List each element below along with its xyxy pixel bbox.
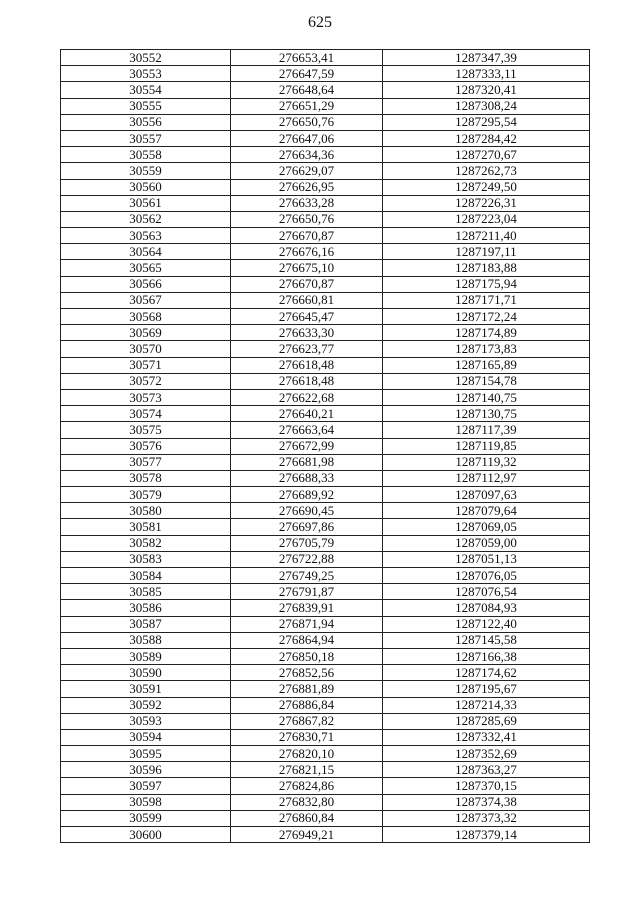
point-number-cell: 30591 xyxy=(61,681,231,697)
y-coordinate-cell: 1287119,85 xyxy=(383,438,590,454)
point-number-cell: 30587 xyxy=(61,616,231,632)
table-row xyxy=(61,114,590,130)
table-row xyxy=(61,341,590,357)
x-coordinate-cell: 276629,07 xyxy=(231,163,383,179)
x-coordinate-cell: 276645,47 xyxy=(231,309,383,325)
point-number-cell: 30577 xyxy=(61,454,231,470)
table-row xyxy=(61,163,590,179)
table-row xyxy=(61,648,590,664)
point-number-cell: 30570 xyxy=(61,341,231,357)
point-number-cell: 30576 xyxy=(61,438,231,454)
point-number-cell: 30598 xyxy=(61,794,231,810)
table-row xyxy=(61,632,590,648)
x-coordinate-cell: 276824,86 xyxy=(231,778,383,794)
x-coordinate-cell: 276850,18 xyxy=(231,648,383,664)
x-coordinate-cell: 276650,76 xyxy=(231,114,383,130)
table-row xyxy=(61,665,590,681)
y-coordinate-cell: 1287270,67 xyxy=(383,147,590,163)
point-number-cell: 30582 xyxy=(61,535,231,551)
table-row xyxy=(61,535,590,551)
table-row xyxy=(61,551,590,567)
y-coordinate-cell: 1287051,13 xyxy=(383,551,590,567)
y-coordinate-cell: 1287140,75 xyxy=(383,389,590,405)
table-row xyxy=(61,778,590,794)
x-coordinate-cell: 276670,87 xyxy=(231,228,383,244)
table-row xyxy=(61,454,590,470)
table-row xyxy=(61,746,590,762)
point-number-cell: 30586 xyxy=(61,600,231,616)
table-row xyxy=(61,827,590,843)
x-coordinate-cell: 276672,99 xyxy=(231,438,383,454)
x-coordinate-cell: 276663,64 xyxy=(231,422,383,438)
point-number-cell: 30584 xyxy=(61,568,231,584)
point-number-cell: 30585 xyxy=(61,584,231,600)
point-number-cell: 30556 xyxy=(61,114,231,130)
y-coordinate-cell: 1287363,27 xyxy=(383,762,590,778)
table-row xyxy=(61,681,590,697)
y-coordinate-cell: 1287122,40 xyxy=(383,616,590,632)
table-row xyxy=(61,568,590,584)
x-coordinate-cell: 276864,94 xyxy=(231,632,383,648)
table-row xyxy=(61,179,590,195)
point-number-cell: 30599 xyxy=(61,810,231,826)
y-coordinate-cell: 1287119,32 xyxy=(383,454,590,470)
table-row xyxy=(61,357,590,373)
table-row xyxy=(61,794,590,810)
table-row xyxy=(61,98,590,114)
table-row xyxy=(61,373,590,389)
table-row xyxy=(61,762,590,778)
point-number-cell: 30560 xyxy=(61,179,231,195)
point-number-cell: 30574 xyxy=(61,406,231,422)
point-number-cell: 30573 xyxy=(61,389,231,405)
y-coordinate-cell: 1287226,31 xyxy=(383,195,590,211)
y-coordinate-cell: 1287175,94 xyxy=(383,276,590,292)
y-coordinate-cell: 1287154,78 xyxy=(383,373,590,389)
table-row xyxy=(61,195,590,211)
point-number-cell: 30572 xyxy=(61,373,231,389)
table-row xyxy=(61,503,590,519)
point-number-cell: 30580 xyxy=(61,503,231,519)
table-row xyxy=(61,50,590,66)
y-coordinate-cell: 1287214,33 xyxy=(383,697,590,713)
x-coordinate-cell: 276839,91 xyxy=(231,600,383,616)
x-coordinate-cell: 276647,06 xyxy=(231,130,383,146)
x-coordinate-cell: 276821,15 xyxy=(231,762,383,778)
x-coordinate-cell: 276722,88 xyxy=(231,551,383,567)
point-number-cell: 30593 xyxy=(61,713,231,729)
table-row xyxy=(61,130,590,146)
x-coordinate-cell: 276820,10 xyxy=(231,746,383,762)
table-row xyxy=(61,276,590,292)
x-coordinate-cell: 276860,84 xyxy=(231,810,383,826)
x-coordinate-cell: 276660,81 xyxy=(231,292,383,308)
point-number-cell: 30558 xyxy=(61,147,231,163)
point-number-cell: 30554 xyxy=(61,82,231,98)
x-coordinate-cell: 276689,92 xyxy=(231,487,383,503)
table-row xyxy=(61,147,590,163)
x-coordinate-cell: 276640,21 xyxy=(231,406,383,422)
x-coordinate-cell: 276622,68 xyxy=(231,389,383,405)
y-coordinate-cell: 1287320,41 xyxy=(383,82,590,98)
table-row xyxy=(61,244,590,260)
table-row xyxy=(61,325,590,341)
x-coordinate-cell: 276647,59 xyxy=(231,66,383,82)
table-row xyxy=(61,584,590,600)
table-row xyxy=(61,389,590,405)
y-coordinate-cell: 1287112,97 xyxy=(383,470,590,486)
coordinates-table xyxy=(60,49,590,843)
point-number-cell: 30597 xyxy=(61,778,231,794)
y-coordinate-cell: 1287076,54 xyxy=(383,584,590,600)
point-number-cell: 30588 xyxy=(61,632,231,648)
y-coordinate-cell: 1287374,38 xyxy=(383,794,590,810)
y-coordinate-cell: 1287197,11 xyxy=(383,244,590,260)
table-row xyxy=(61,600,590,616)
y-coordinate-cell: 1287195,67 xyxy=(383,681,590,697)
point-number-cell: 30555 xyxy=(61,98,231,114)
y-coordinate-cell: 1287370,15 xyxy=(383,778,590,794)
point-number-cell: 30575 xyxy=(61,422,231,438)
x-coordinate-cell: 276650,76 xyxy=(231,211,383,227)
table-row xyxy=(61,260,590,276)
table-row xyxy=(61,470,590,486)
x-coordinate-cell: 276618,48 xyxy=(231,373,383,389)
table-row xyxy=(61,810,590,826)
y-coordinate-cell: 1287171,71 xyxy=(383,292,590,308)
point-number-cell: 30583 xyxy=(61,551,231,567)
y-coordinate-cell: 1287097,63 xyxy=(383,487,590,503)
y-coordinate-cell: 1287183,88 xyxy=(383,260,590,276)
x-coordinate-cell: 276670,87 xyxy=(231,276,383,292)
coordinates-table-body xyxy=(61,50,590,843)
x-coordinate-cell: 276618,48 xyxy=(231,357,383,373)
x-coordinate-cell: 276651,29 xyxy=(231,98,383,114)
y-coordinate-cell: 1287079,64 xyxy=(383,503,590,519)
x-coordinate-cell: 276633,30 xyxy=(231,325,383,341)
point-number-cell: 30566 xyxy=(61,276,231,292)
point-number-cell: 30553 xyxy=(61,66,231,82)
point-number-cell: 30571 xyxy=(61,357,231,373)
x-coordinate-cell: 276886,84 xyxy=(231,697,383,713)
x-coordinate-cell: 276675,10 xyxy=(231,260,383,276)
table-row xyxy=(61,228,590,244)
table-row xyxy=(61,211,590,227)
x-coordinate-cell: 276871,94 xyxy=(231,616,383,632)
table-row xyxy=(61,309,590,325)
x-coordinate-cell: 276830,71 xyxy=(231,729,383,745)
y-coordinate-cell: 1287211,40 xyxy=(383,228,590,244)
y-coordinate-cell: 1287076,05 xyxy=(383,568,590,584)
y-coordinate-cell: 1287295,54 xyxy=(383,114,590,130)
y-coordinate-cell: 1287165,89 xyxy=(383,357,590,373)
table-row xyxy=(61,729,590,745)
point-number-cell: 30552 xyxy=(61,50,231,66)
x-coordinate-cell: 276676,16 xyxy=(231,244,383,260)
point-number-cell: 30595 xyxy=(61,746,231,762)
y-coordinate-cell: 1287174,89 xyxy=(383,325,590,341)
y-coordinate-cell: 1287174,62 xyxy=(383,665,590,681)
point-number-cell: 30565 xyxy=(61,260,231,276)
point-number-cell: 30557 xyxy=(61,130,231,146)
point-number-cell: 30559 xyxy=(61,163,231,179)
x-coordinate-cell: 276653,41 xyxy=(231,50,383,66)
x-coordinate-cell: 276881,89 xyxy=(231,681,383,697)
table-row xyxy=(61,82,590,98)
point-number-cell: 30589 xyxy=(61,648,231,664)
table-row xyxy=(61,66,590,82)
point-number-cell: 30564 xyxy=(61,244,231,260)
y-coordinate-cell: 1287084,93 xyxy=(383,600,590,616)
x-coordinate-cell: 276623,77 xyxy=(231,341,383,357)
point-number-cell: 30562 xyxy=(61,211,231,227)
y-coordinate-cell: 1287223,04 xyxy=(383,211,590,227)
y-coordinate-cell: 1287145,58 xyxy=(383,632,590,648)
y-coordinate-cell: 1287069,05 xyxy=(383,519,590,535)
table-row xyxy=(61,713,590,729)
x-coordinate-cell: 276852,56 xyxy=(231,665,383,681)
x-coordinate-cell: 276697,86 xyxy=(231,519,383,535)
point-number-cell: 30568 xyxy=(61,309,231,325)
x-coordinate-cell: 276867,82 xyxy=(231,713,383,729)
table-row xyxy=(61,487,590,503)
y-coordinate-cell: 1287333,11 xyxy=(383,66,590,82)
x-coordinate-cell: 276791,87 xyxy=(231,584,383,600)
table-row xyxy=(61,438,590,454)
y-coordinate-cell: 1287130,75 xyxy=(383,406,590,422)
point-number-cell: 30578 xyxy=(61,470,231,486)
table-row xyxy=(61,406,590,422)
x-coordinate-cell: 276690,45 xyxy=(231,503,383,519)
point-number-cell: 30561 xyxy=(61,195,231,211)
x-coordinate-cell: 276749,25 xyxy=(231,568,383,584)
y-coordinate-cell: 1287352,69 xyxy=(383,746,590,762)
x-coordinate-cell: 276705,79 xyxy=(231,535,383,551)
x-coordinate-cell: 276633,28 xyxy=(231,195,383,211)
y-coordinate-cell: 1287059,00 xyxy=(383,535,590,551)
point-number-cell: 30563 xyxy=(61,228,231,244)
x-coordinate-cell: 276648,64 xyxy=(231,82,383,98)
x-coordinate-cell: 276832,80 xyxy=(231,794,383,810)
table-row xyxy=(61,697,590,713)
y-coordinate-cell: 1287332,41 xyxy=(383,729,590,745)
y-coordinate-cell: 1287166,38 xyxy=(383,648,590,664)
y-coordinate-cell: 1287285,69 xyxy=(383,713,590,729)
x-coordinate-cell: 276634,36 xyxy=(231,147,383,163)
table-row xyxy=(61,292,590,308)
point-number-cell: 30600 xyxy=(61,827,231,843)
point-number-cell: 30594 xyxy=(61,729,231,745)
y-coordinate-cell: 1287172,24 xyxy=(383,309,590,325)
y-coordinate-cell: 1287284,42 xyxy=(383,130,590,146)
point-number-cell: 30590 xyxy=(61,665,231,681)
table-row xyxy=(61,519,590,535)
table-row xyxy=(61,616,590,632)
point-number-cell: 30592 xyxy=(61,697,231,713)
y-coordinate-cell: 1287373,32 xyxy=(383,810,590,826)
point-number-cell: 30567 xyxy=(61,292,231,308)
page-number: 625 xyxy=(308,14,332,31)
y-coordinate-cell: 1287117,39 xyxy=(383,422,590,438)
y-coordinate-cell: 1287308,24 xyxy=(383,98,590,114)
point-number-cell: 30596 xyxy=(61,762,231,778)
y-coordinate-cell: 1287249,50 xyxy=(383,179,590,195)
x-coordinate-cell: 276949,21 xyxy=(231,827,383,843)
y-coordinate-cell: 1287347,39 xyxy=(383,50,590,66)
x-coordinate-cell: 276688,33 xyxy=(231,470,383,486)
y-coordinate-cell: 1287379,14 xyxy=(383,827,590,843)
point-number-cell: 30581 xyxy=(61,519,231,535)
point-number-cell: 30579 xyxy=(61,487,231,503)
y-coordinate-cell: 1287173,83 xyxy=(383,341,590,357)
x-coordinate-cell: 276626,95 xyxy=(231,179,383,195)
y-coordinate-cell: 1287262,73 xyxy=(383,163,590,179)
point-number-cell: 30569 xyxy=(61,325,231,341)
table-row xyxy=(61,422,590,438)
x-coordinate-cell: 276681,98 xyxy=(231,454,383,470)
